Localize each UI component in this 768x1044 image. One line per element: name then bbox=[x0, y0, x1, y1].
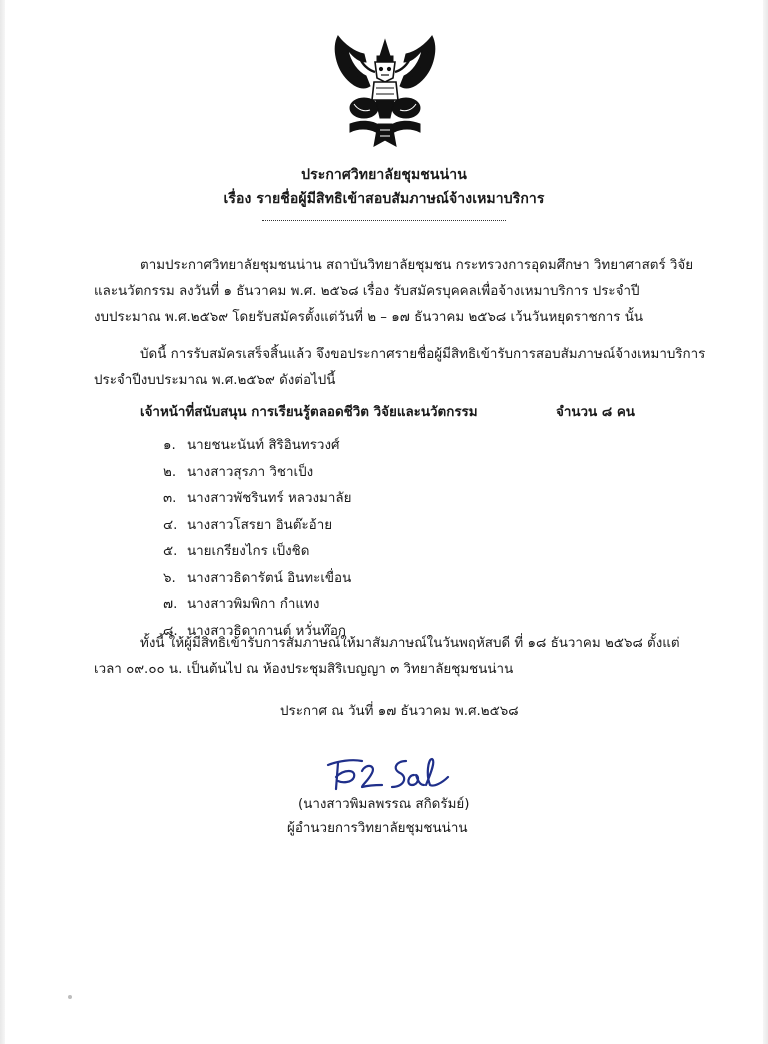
announcement-title: ประกาศวิทยาลัยชุมชนน่าน bbox=[301, 167, 467, 183]
paragraph-line: ประจำปีงบประมาณ พ.ศ.๒๕๖๙ ดังต่อไปนี้ bbox=[94, 373, 336, 388]
candidate-name: นางสาวพัชรินทร์ หลวงมาลัย bbox=[187, 491, 352, 506]
candidate-name: นายชนะนันท์ สิริอินทรวงศ์ bbox=[187, 438, 340, 453]
signer-title: ผู้อำนวยการวิทยาลัยชุมชนน่าน bbox=[287, 821, 468, 836]
candidate-item bbox=[163, 566, 351, 593]
candidate-number: ๗. bbox=[163, 597, 178, 612]
paragraph-line: เวลา ๐๙.๐๐ น. เป็นต้นไป ณ ห้องประชุมสิริเบญญา ๓ วิทยาลัยชุมชนน่าน bbox=[94, 662, 514, 677]
position-count: จำนวน ๘ คน bbox=[556, 405, 635, 420]
candidate-name: นางสาวธิดารัตน์ อินทะเขื่อน bbox=[187, 570, 352, 586]
paragraph-line: งบประมาณ พ.ศ.๒๕๖๙ โดยรับสมัครตั้งแต่วันที่ ๒ – ๑๗ ธันวาคม ๒๕๖๘ เว้นวันหยุดราชการ นั้น bbox=[94, 310, 643, 325]
title-divider bbox=[262, 220, 506, 221]
signature-icon bbox=[322, 755, 452, 795]
candidate-item bbox=[163, 486, 351, 513]
announcement-subject: เรื่อง รายชื่อผู้มีสิทธิเข้าสอบสัมภาษณ์จ้างเหมาบริการ bbox=[223, 191, 545, 207]
candidate-name: นางสาวโสรยา อินต๊ะอ้าย bbox=[187, 517, 333, 533]
candidate-number: ๓. bbox=[163, 491, 177, 506]
candidate-number: ๑. bbox=[163, 438, 176, 453]
candidate-number: ๕. bbox=[163, 544, 178, 559]
garuda-emblem-icon bbox=[330, 28, 440, 150]
candidate-item bbox=[163, 592, 351, 619]
announcement-date: ประกาศ ณ วันที่ ๑๗ ธันวาคม พ.ศ.๒๕๖๘ bbox=[280, 704, 519, 719]
page-edge-right bbox=[763, 0, 768, 1044]
candidate-name: นางสาวธิดากานต์ หวั่นท๊อก bbox=[187, 623, 347, 639]
candidate-name: นางสาวพิมพิกา กำแทง bbox=[187, 597, 320, 612]
candidate-number: ๔. bbox=[163, 517, 178, 533]
paragraph-line: บัดนี้ การรับสมัครเสร็จสิ้นแล้ว จึงขอประกาศรายชื่อผู้มีสิทธิเข้ารับการสอบสัมภาษณ์จ้างเหมาบริการ bbox=[140, 347, 706, 362]
paragraph-line: และนวัตกรรม ลงวันที่ ๑ ธันวาคม พ.ศ. ๒๕๖๘ เรื่อง รับสมัครบุคคลเพื่อจ้างเหมาบริการ ประจำปี bbox=[94, 284, 640, 299]
interview-details-paragraph bbox=[94, 631, 694, 683]
announcement-paragraph bbox=[94, 342, 706, 394]
paragraph-line: ตามประกาศวิทยาลัยชุมชนน่าน สถาบันวิทยาลัยชุมชน กระทรวงการอุดมศึกษา วิทยาศาสตร์ วิจัย bbox=[140, 258, 694, 273]
candidate-name: นางสาวสุรภา วิชาเป็ง bbox=[187, 464, 314, 480]
candidate-item bbox=[163, 539, 351, 566]
candidate-item bbox=[163, 513, 351, 540]
position-title: เจ้าหน้าที่สนับสนุน การเรียนรู้ตลอดชีวิต วิจัยและนวัตกรรม bbox=[140, 405, 478, 420]
scan-speck bbox=[68, 995, 72, 999]
paragraph-line: ทั้งนี้ ให้ผู้มีสิทธิเข้ารับการสัมภาษณ์ให้มาสัมภาษณ์ในวันพฤหัสบดี ที่ ๑๘ ธันวาคม ๒๕๖๘ ตั้งแต่ bbox=[140, 636, 680, 651]
candidate-item bbox=[163, 460, 351, 487]
page-edge-left bbox=[0, 0, 5, 1044]
candidate-number: ๖. bbox=[163, 570, 176, 586]
candidate-number: ๒. bbox=[163, 464, 177, 480]
candidate-number: ๘. bbox=[163, 623, 178, 639]
candidate-name: นายเกรียงไกร เป็งชิด bbox=[187, 544, 310, 559]
candidate-list bbox=[163, 433, 351, 645]
intro-paragraph bbox=[94, 253, 694, 331]
candidate-item bbox=[163, 433, 351, 460]
signer-name: (นางสาวพิมลพรรณ สกิดรัมย์) bbox=[298, 797, 470, 812]
